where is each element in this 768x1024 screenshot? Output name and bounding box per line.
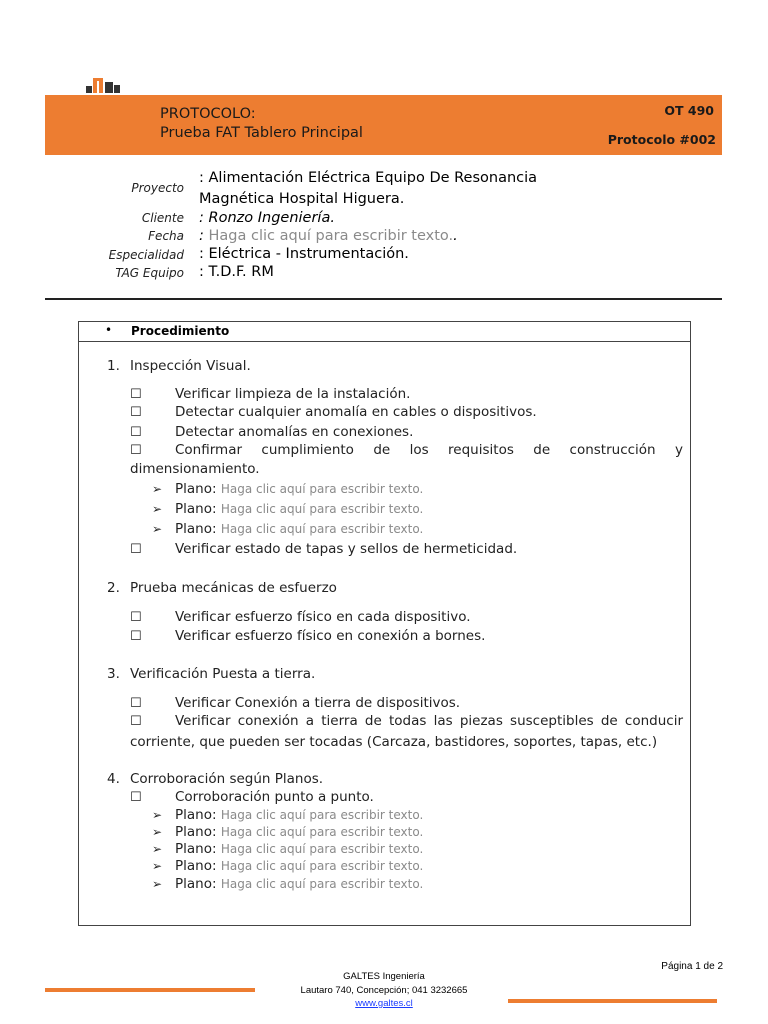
- check-item: Detectar cualquier anomalía en cables o dispositivos.: [175, 404, 537, 420]
- plano-placeholder[interactable]: Haga clic aquí para escribir texto.: [220, 522, 424, 536]
- fecha-placeholder[interactable]: Haga clic aquí para escribir texto.: [208, 228, 454, 244]
- arrow-bullet-icon: ➢: [152, 808, 163, 822]
- bullet-icon: •: [105, 323, 113, 337]
- proyecto-label: Proyecto: [131, 181, 184, 195]
- plano-placeholder[interactable]: Haga clic aquí para escribir texto.: [220, 859, 424, 873]
- plano-entry[interactable]: [175, 841, 423, 857]
- arrow-bullet-icon: ➢: [152, 522, 163, 536]
- section-2-number: 2.: [107, 580, 120, 596]
- checkbox-icon[interactable]: ☐: [130, 696, 142, 711]
- plano-placeholder[interactable]: Haga clic aquí para escribir texto.: [220, 842, 424, 856]
- procedure-box: [78, 321, 691, 926]
- checkbox-icon[interactable]: ☐: [130, 629, 142, 644]
- header-banner: [45, 95, 722, 155]
- section-4-number: 4.: [107, 771, 120, 787]
- plano-label: Plano:: [175, 841, 217, 857]
- check-item: Corroboración punto a punto.: [175, 789, 374, 805]
- section-1-number: 1.: [107, 358, 120, 374]
- plano-label: Plano:: [175, 481, 217, 497]
- check-item-continuation: dimensionamiento.: [130, 461, 260, 477]
- page-number: Página 1 de 2: [661, 961, 723, 972]
- plano-label: Plano:: [175, 501, 217, 517]
- proyecto-value-line2[interactable]: Magnética Hospital Higuera.: [199, 191, 405, 207]
- section-3-number: 3.: [107, 666, 120, 682]
- arrow-bullet-icon: ➢: [152, 482, 163, 496]
- checkbox-icon[interactable]: ☐: [130, 443, 142, 458]
- plano-entry[interactable]: [175, 807, 423, 823]
- check-item: Detectar anomalías en conexiones.: [175, 424, 414, 440]
- footer-line-right: [508, 999, 717, 1003]
- arrow-bullet-icon: ➢: [152, 842, 163, 856]
- fecha-value[interactable]: [199, 228, 458, 244]
- plano-entry[interactable]: [175, 876, 423, 892]
- fecha-prefix: :: [199, 228, 209, 244]
- plano-label: Plano:: [175, 876, 217, 892]
- plano-placeholder[interactable]: Haga clic aquí para escribir texto.: [220, 502, 424, 516]
- plano-placeholder[interactable]: Haga clic aquí para escribir texto.: [220, 825, 424, 839]
- especialidad-label: Especialidad: [108, 248, 184, 262]
- check-item: Verificar limpieza de la instalación.: [175, 386, 411, 402]
- cliente-value[interactable]: : Ronzo Ingeniería.: [199, 210, 335, 226]
- arrow-bullet-icon: ➢: [152, 859, 163, 873]
- fecha-suffix: .: [453, 228, 458, 244]
- plano-placeholder[interactable]: Haga clic aquí para escribir texto.: [220, 877, 424, 891]
- section-3-title: Verificación Puesta a tierra.: [130, 666, 316, 682]
- plano-entry[interactable]: [175, 521, 423, 537]
- protocol-subtitle: Prueba FAT Tablero Principal: [160, 125, 363, 141]
- procedure-title: Procedimiento: [131, 324, 230, 338]
- checkbox-icon[interactable]: ☐: [130, 542, 142, 557]
- cliente-label: Cliente: [141, 211, 184, 225]
- plano-entry[interactable]: [175, 858, 423, 874]
- tag-value[interactable]: : T.D.F. RM: [199, 264, 274, 280]
- checkbox-icon[interactable]: ☐: [130, 387, 142, 402]
- checkbox-icon[interactable]: ☐: [130, 714, 142, 729]
- procedure-header: [79, 322, 690, 342]
- check-item: Verificar conexión a tierra de todas las piezas susceptibles de conducir: [175, 713, 683, 729]
- footer-address: Lautaro 740, Concepción; 041 3232665: [300, 985, 468, 996]
- plano-entry[interactable]: [175, 481, 423, 497]
- section-2-title: Prueba mecánicas de esfuerzo: [130, 580, 337, 596]
- arrow-bullet-icon: ➢: [152, 877, 163, 891]
- check-item: Verificar Conexión a tierra de dispositivos.: [175, 695, 461, 711]
- plano-entry[interactable]: [175, 501, 423, 517]
- divider: [45, 298, 722, 300]
- check-item: Confirmar cumplimiento de los requisitos de construcción y: [175, 442, 683, 458]
- footer-company: GALTES Ingeniería: [343, 971, 425, 982]
- check-item-continuation: corriente, que pueden ser tocadas (Carcaza, bastidores, soportes, tapas, etc.): [130, 734, 658, 750]
- proyecto-value-line1[interactable]: : Alimentación Eléctrica Equipo De Resonancia: [199, 170, 538, 186]
- check-item: Verificar esfuerzo físico en conexión a bornes.: [175, 628, 486, 644]
- company-logo: [84, 76, 122, 94]
- plano-placeholder[interactable]: Haga clic aquí para escribir texto.: [220, 482, 424, 496]
- footer-website-link[interactable]: www.galtes.cl: [355, 998, 413, 1009]
- protocol-number: Protocolo #002: [607, 132, 716, 147]
- plano-entry[interactable]: [175, 824, 423, 840]
- checkbox-icon[interactable]: ☐: [130, 405, 142, 420]
- checkbox-icon[interactable]: ☐: [130, 425, 142, 440]
- check-item: Verificar estado de tapas y sellos de hermeticidad.: [175, 541, 518, 557]
- plano-label: Plano:: [175, 807, 217, 823]
- ot-number: OT 490: [664, 103, 714, 118]
- especialidad-value[interactable]: : Eléctrica - Instrumentación.: [199, 246, 409, 262]
- section-4-title: Corroboración según Planos.: [130, 771, 324, 787]
- section-1-title: Inspección Visual.: [130, 358, 251, 374]
- arrow-bullet-icon: ➢: [152, 825, 163, 839]
- fecha-label: Fecha: [148, 229, 184, 243]
- protocol-title: PROTOCOLO:: [160, 106, 256, 122]
- footer-line-left: [45, 988, 255, 992]
- plano-placeholder[interactable]: Haga clic aquí para escribir texto.: [220, 808, 424, 822]
- plano-label: Plano:: [175, 521, 217, 537]
- arrow-bullet-icon: ➢: [152, 502, 163, 516]
- plano-label: Plano:: [175, 858, 217, 874]
- plano-label: Plano:: [175, 824, 217, 840]
- checkbox-icon[interactable]: ☐: [130, 790, 142, 805]
- tag-label: TAG Equipo: [115, 266, 184, 280]
- check-item: Verificar esfuerzo físico en cada dispositivo.: [175, 609, 471, 625]
- checkbox-icon[interactable]: ☐: [130, 610, 142, 625]
